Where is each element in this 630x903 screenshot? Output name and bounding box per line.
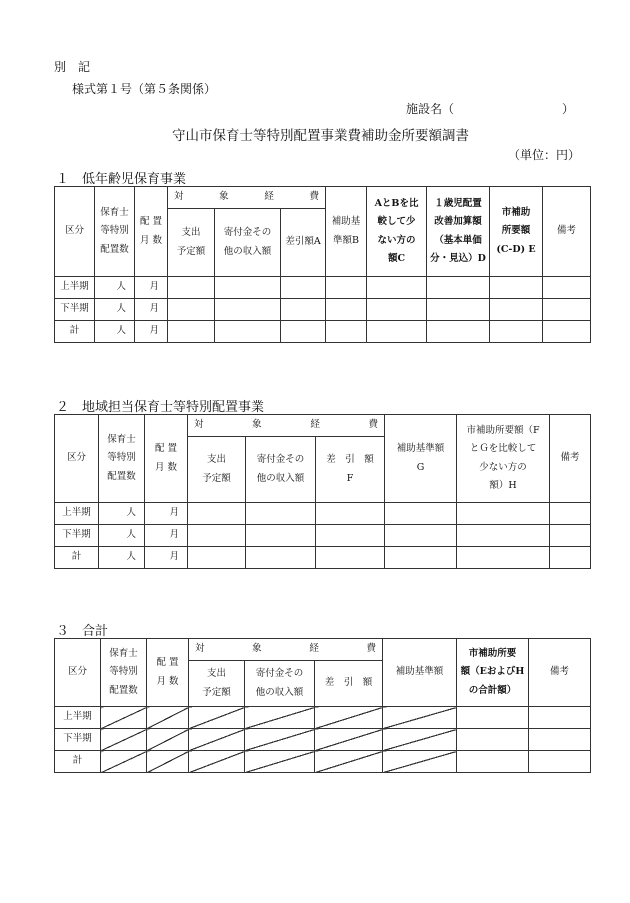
facility-close: ） xyxy=(562,102,575,116)
input-cell[interactable] xyxy=(543,321,591,343)
diagonal-cell xyxy=(147,729,189,751)
input-cell[interactable] xyxy=(543,299,591,321)
s1-col-shoyo: 市補助 所要額 (C-D) E xyxy=(490,187,543,277)
input-cell[interactable] xyxy=(427,321,490,343)
section2-table xyxy=(54,414,591,569)
s2-col-kifu: 寄付金その 他の収入額 xyxy=(246,437,316,503)
s2-col-staff: 保育士 等特別 配置数 xyxy=(99,415,145,503)
facility-name-field[interactable] xyxy=(460,100,560,116)
diagonal-cell xyxy=(383,729,457,751)
input-cell[interactable] xyxy=(550,503,591,525)
input-cell[interactable] xyxy=(457,525,550,547)
s1-col-kifu: 寄付金その 他の収入額 xyxy=(215,209,281,277)
input-cell[interactable] xyxy=(427,277,490,299)
s1-col-compare: AとBを比 較して少 ない方の 額C xyxy=(367,187,427,277)
row-label: 上半期 xyxy=(55,707,101,729)
s2-col-kubun: 区分 xyxy=(55,415,99,503)
input-cell[interactable] xyxy=(385,503,457,525)
facility-label: 施設名（ xyxy=(406,102,455,116)
unit-month: 月 xyxy=(135,321,168,343)
input-cell[interactable] xyxy=(281,299,326,321)
s3-col-kifu: 寄付金その 他の収入額 xyxy=(245,661,315,707)
diagonal-cell xyxy=(101,729,147,751)
input-cell[interactable] xyxy=(188,525,246,547)
input-cell[interactable] xyxy=(246,525,316,547)
input-cell[interactable] xyxy=(529,729,591,751)
s1-col-kasan: １歳児配置 改善加算額 （基本単価 分・見込）D xyxy=(427,187,490,277)
input-cell[interactable] xyxy=(367,277,427,299)
diagonal-cell xyxy=(245,751,315,773)
row-label: 上半期 xyxy=(55,503,99,525)
row-label: 下半期 xyxy=(55,729,101,751)
table-row xyxy=(55,525,591,547)
unit-person: 人 xyxy=(95,277,135,299)
table-row xyxy=(55,751,591,773)
input-cell[interactable] xyxy=(367,299,427,321)
unit-person: 人 xyxy=(99,547,145,569)
input-cell[interactable] xyxy=(457,729,529,751)
s2-col-months: 配 置 月 数 xyxy=(145,415,188,503)
table-row xyxy=(55,277,591,299)
input-cell[interactable] xyxy=(385,547,457,569)
s3-col-biko: 備考 xyxy=(529,639,591,707)
diagonal-cell xyxy=(245,729,315,751)
input-cell[interactable] xyxy=(188,503,246,525)
s1-col-months: 配 置 月 数 xyxy=(135,187,168,277)
unit-person: 人 xyxy=(99,503,145,525)
s1-col-shishutsu: 支出 予定額 xyxy=(168,209,215,277)
unit-label: （単位：円） xyxy=(508,148,581,162)
input-cell[interactable] xyxy=(457,547,550,569)
input-cell[interactable] xyxy=(246,547,316,569)
input-cell[interactable] xyxy=(550,547,591,569)
s3-col-months: 配 置 月 数 xyxy=(147,639,189,707)
s1-col-sahiki: 差引額A xyxy=(281,209,326,277)
s2-col-kijun: 補助基準額 G xyxy=(385,415,457,503)
s1-col-kubun: 区分 xyxy=(55,187,95,277)
diagonal-cell xyxy=(189,751,245,773)
input-cell[interactable] xyxy=(316,503,385,525)
unit-month: 月 xyxy=(145,547,188,569)
unit-person: 人 xyxy=(95,321,135,343)
s3-col-kubun: 区分 xyxy=(55,639,101,707)
s3-col-kijun: 補助基準額 xyxy=(383,639,457,707)
s1-col-staff: 保育士 等特別 配置数 xyxy=(95,187,135,277)
s2-col-shishutsu: 支出 予定額 xyxy=(188,437,246,503)
diagonal-cell xyxy=(245,707,315,729)
input-cell[interactable] xyxy=(457,751,529,773)
s2-col-sahiki: 差 引 額 F xyxy=(316,437,385,503)
row-label: 上半期 xyxy=(55,277,95,299)
input-cell[interactable] xyxy=(427,299,490,321)
s1-col-target: 対 象 経 費 xyxy=(168,187,326,209)
diagonal-cell xyxy=(383,751,457,773)
s3-col-shoyo: 市補助所要 額（EおよびH の合計額） xyxy=(457,639,529,707)
table-row xyxy=(55,547,591,569)
input-cell[interactable] xyxy=(367,321,427,343)
input-cell[interactable] xyxy=(490,321,543,343)
diagonal-cell xyxy=(315,729,383,751)
form-number: 様式第１号（第５条関係） xyxy=(72,82,217,96)
s3-col-target: 対 象 経 費 xyxy=(189,639,383,661)
input-cell[interactable] xyxy=(490,299,543,321)
input-cell[interactable] xyxy=(246,503,316,525)
unit-person: 人 xyxy=(95,299,135,321)
input-cell[interactable] xyxy=(543,277,591,299)
input-cell[interactable] xyxy=(326,321,367,343)
diagonal-cell xyxy=(101,751,147,773)
section1-table xyxy=(54,186,591,343)
table-row xyxy=(55,729,591,751)
row-label: 下半期 xyxy=(55,299,95,321)
input-cell[interactable] xyxy=(385,525,457,547)
input-cell[interactable] xyxy=(215,299,281,321)
s2-col-shoyo: 市補助所要額（F とＧを比較して 少ない方の 額）H xyxy=(457,415,550,503)
table-row xyxy=(55,503,591,525)
input-cell[interactable] xyxy=(326,277,367,299)
input-cell[interactable] xyxy=(188,547,246,569)
input-cell[interactable] xyxy=(457,503,550,525)
input-cell[interactable] xyxy=(316,547,385,569)
diagonal-cell xyxy=(101,707,147,729)
unit-month: 月 xyxy=(135,299,168,321)
diagonal-cell xyxy=(147,751,189,773)
input-cell[interactable] xyxy=(168,277,215,299)
row-label: 計 xyxy=(55,547,99,569)
diagonal-cell xyxy=(189,707,245,729)
unit-month: 月 xyxy=(145,503,188,525)
diagonal-cell xyxy=(383,707,457,729)
unit-month: 月 xyxy=(135,277,168,299)
table-row xyxy=(55,707,591,729)
section1-heading: １ 低年齢児保育事業 xyxy=(56,172,187,187)
s1-col-kijun: 補助基 準額B xyxy=(326,187,367,277)
s3-col-sahiki: 差 引 額 xyxy=(315,661,383,707)
row-label: 計 xyxy=(55,751,101,773)
s2-col-biko: 備考 xyxy=(550,415,591,503)
input-cell[interactable] xyxy=(281,277,326,299)
s1-col-biko: 備考 xyxy=(543,187,591,277)
input-cell[interactable] xyxy=(281,321,326,343)
input-cell[interactable] xyxy=(457,707,529,729)
table-row xyxy=(55,299,591,321)
input-cell[interactable] xyxy=(529,751,591,773)
input-cell[interactable] xyxy=(168,321,215,343)
input-cell[interactable] xyxy=(550,525,591,547)
row-label: 下半期 xyxy=(55,525,99,547)
section3-table xyxy=(54,638,591,773)
s3-col-shishutsu: 支出 予定額 xyxy=(189,661,245,707)
diagonal-cell xyxy=(315,751,383,773)
input-cell[interactable] xyxy=(215,321,281,343)
input-cell[interactable] xyxy=(316,525,385,547)
diagonal-cell xyxy=(147,707,189,729)
input-cell[interactable] xyxy=(326,299,367,321)
document-title: 守山市保育士等特別配置事業費補助金所要額調書 xyxy=(172,128,469,144)
section2-heading: ２ 地域担当保育士等特別配置事業 xyxy=(56,400,265,415)
input-cell[interactable] xyxy=(215,277,281,299)
unit-month: 月 xyxy=(145,525,188,547)
section3-heading: ３ 合計 xyxy=(56,624,109,639)
unit-person: 人 xyxy=(99,525,145,547)
row-label: 計 xyxy=(55,321,95,343)
s3-col-staff: 保育士 等特別 配置数 xyxy=(101,639,147,707)
input-cell[interactable] xyxy=(490,277,543,299)
diagonal-cell xyxy=(189,729,245,751)
input-cell[interactable] xyxy=(529,707,591,729)
table-row xyxy=(55,321,591,343)
diagonal-cell xyxy=(315,707,383,729)
s2-col-target: 対 象 経 費 xyxy=(188,415,385,437)
input-cell[interactable] xyxy=(168,299,215,321)
bekki-label: 別 記 xyxy=(54,60,91,74)
